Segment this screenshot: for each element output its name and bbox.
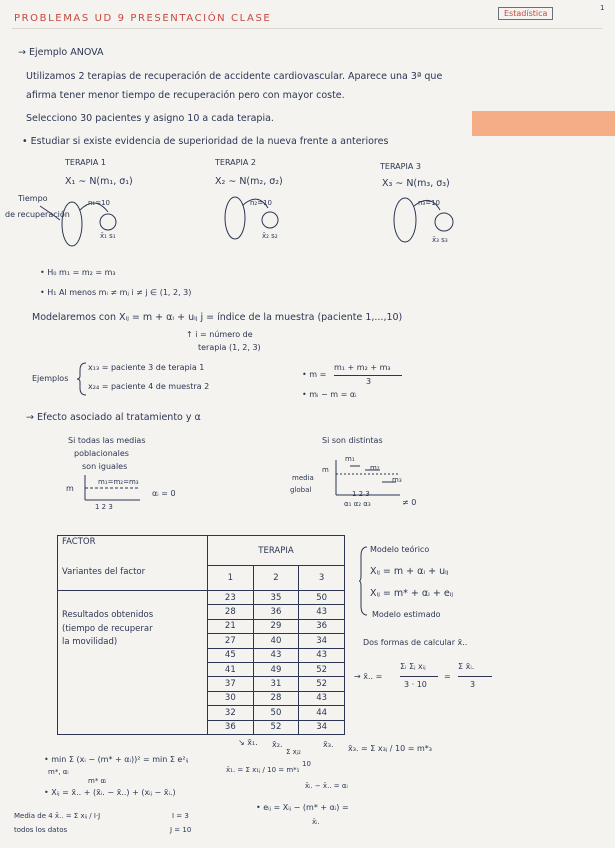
table-cell: 27 xyxy=(208,634,254,648)
effect-right-result: ≠ 0 xyxy=(402,498,417,507)
table-below-col-1: ↘ x̄₁. xyxy=(238,738,258,747)
table-cell: 36 xyxy=(253,605,299,619)
model-estimated-label: Modelo estimado xyxy=(372,610,441,619)
effect-right-m: m xyxy=(322,466,329,474)
effect-right-m3: m₃ xyxy=(392,476,402,484)
table-cell: 43 xyxy=(253,648,299,662)
page-title: PROBLEMAS UD 9 PRESENTACIÓN CLASE xyxy=(14,13,272,24)
decomp-line: • Xᵢⱼ = x̄.. + (x̄ᵢ. − x̄..) + (xᵢⱼ − x̄ᵢ.) xyxy=(44,788,176,797)
min-sub: m*, αᵢ xyxy=(48,768,69,776)
intro-line-4: • Estudiar si existe evidencia de superioridad de la nueva frente a anteriores xyxy=(22,136,389,147)
table-cell: 34 xyxy=(299,720,345,735)
table-row xyxy=(58,590,345,604)
therapy-1-labels: x̄₁ s₁ xyxy=(100,232,116,240)
e-den: x̄ᵢ. xyxy=(312,818,320,826)
table-cell: 50 xyxy=(299,590,345,604)
table-cell: 28 xyxy=(208,605,254,619)
table-cell: 31 xyxy=(253,677,299,691)
table-cell: 37 xyxy=(208,677,254,691)
table-cell: 32 xyxy=(208,706,254,720)
two-ways-label: Dos formas de calcular x̄.. xyxy=(363,638,468,647)
sum-x2-den: 10 xyxy=(302,760,311,768)
table-cell: 29 xyxy=(253,619,299,633)
model-estimated-eq: Xᵢⱼ = m* + αᵢ + eᵢⱼ xyxy=(370,588,454,599)
table-below-col-3: x̄₃. xyxy=(323,740,334,749)
table-cell: 30 xyxy=(208,691,254,705)
effect-right-1: Si son distintas xyxy=(322,436,383,445)
table-cell: 52 xyxy=(299,677,345,691)
model-line: Modelaremos con Xᵢⱼ = m + αᵢ + uᵢⱼ j = índice de la muestra (paciente 1,...,10) xyxy=(32,312,403,323)
hypothesis-h0: • H₀ m₁ = m₂ = m₃ xyxy=(40,268,116,277)
xbar-bar-1 xyxy=(400,676,438,677)
table-cell: 35 xyxy=(253,590,299,604)
xbar-den-2: 3 xyxy=(470,680,476,689)
table-col-2: 2 xyxy=(253,566,299,591)
effect-right-ticknums: 1 2 3 xyxy=(352,490,370,498)
xbar-lhs: → x̄.. = xyxy=(354,672,383,681)
table-cell: 43 xyxy=(299,648,345,662)
table-variants-label: Variantes del factor xyxy=(58,566,208,591)
page-number: 1 xyxy=(600,4,605,12)
therapy-2-title: TERAPIA 2 xyxy=(215,158,256,167)
decomp-top: m* αᵢ xyxy=(88,777,107,785)
table-cell: 23 xyxy=(208,590,254,604)
subject-tag: Estadística xyxy=(498,7,553,20)
results-label xyxy=(58,590,208,734)
table-cell: 36 xyxy=(208,720,254,735)
effect-heading: → Efecto asociado al tratamiento y α xyxy=(26,412,201,423)
intro-line-2: afirma tener menor tiempo de recuperación pero con mayor coste. xyxy=(26,90,345,101)
table-cell: 43 xyxy=(299,691,345,705)
results-label-line: la movilidad) xyxy=(62,637,118,648)
therapy-2-labels: x̄₂ s₂ xyxy=(262,232,278,240)
table-cell: 45 xyxy=(208,648,254,662)
effect-left-3: son iguales xyxy=(82,462,128,471)
table-cell: 34 xyxy=(299,634,345,648)
therapy-2-n: n₂=10 xyxy=(250,199,273,207)
min-line: • min Σ (xᵢ − (m* + αᵢ))² = min Σ e²ᵢⱼ xyxy=(44,755,189,764)
table-cell: 50 xyxy=(253,706,299,720)
results-label-line: (tiempo de recuperar xyxy=(62,623,153,634)
table-cell: 49 xyxy=(253,662,299,676)
data-table xyxy=(57,535,345,735)
media-line-2: todos los datos xyxy=(14,826,68,834)
intro-heading: → Ejemplo ANOVA xyxy=(18,47,104,58)
model-theoretical-eq: Xᵢⱼ = m + αᵢ + uᵢⱼ xyxy=(370,566,449,577)
hypothesis-h1: • H₁ Al menos mᵢ ≠ mⱼ i ≠ j ∈ (1, 2, 3) xyxy=(40,288,192,297)
therapy-3-dist: X₃ ∼ N(m₃, σ₃) xyxy=(382,178,450,189)
xbar-num-1: Σᵢ Σⱼ xᵢⱼ xyxy=(400,662,426,671)
effect-right-m2: m₂ xyxy=(370,464,380,472)
i-value: I = 3 xyxy=(172,812,189,820)
effect-left-result: αᵢ = 0 xyxy=(152,489,176,498)
model-i-note-1: ↑ i = número de xyxy=(186,330,253,339)
e-line: • eᵢⱼ = Xᵢⱼ − (m* + αᵢ) = xyxy=(256,803,349,812)
model-brace xyxy=(358,546,368,616)
table-factor-label: FACTOR xyxy=(58,536,208,566)
effect-left-ticks: 1 2 3 xyxy=(95,503,113,511)
table-col-1: 1 xyxy=(208,566,254,591)
m-i-relation: • mᵢ − m = αᵢ xyxy=(302,390,357,399)
effect-left-m: m xyxy=(66,484,74,493)
table-cell: 41 xyxy=(208,662,254,676)
m-formula-lhs: • m = xyxy=(302,370,327,379)
example-1: x₁₃ = paciente 3 de terapia 1 xyxy=(88,363,205,372)
effect-right-m1: m₁ xyxy=(345,455,355,463)
table-terapia-header: TERAPIA xyxy=(208,536,345,566)
effect-left-2: poblacionales xyxy=(74,449,129,458)
j-value: J = 10 xyxy=(170,826,192,834)
therapy-3-title: TERAPIA 3 xyxy=(380,162,421,171)
table-cell: 36 xyxy=(299,619,345,633)
table-below-col-2: x̄₂. xyxy=(272,740,283,749)
therapy-2-dist: X₂ ∼ N(m₂, σ₂) xyxy=(215,176,283,187)
table-cell: 40 xyxy=(253,634,299,648)
therapy-3-labels: x̄₃ s₃ xyxy=(432,236,448,244)
xbar-eq: = xyxy=(444,672,451,681)
xbar-bar-2 xyxy=(458,676,492,677)
table-cell: 52 xyxy=(299,662,345,676)
effect-right-global: global xyxy=(290,486,312,494)
intro-line-3: Selecciono 30 pacientes y asigno 10 a cada terapia. xyxy=(26,113,274,124)
side-label-line1: Tiempo xyxy=(18,194,48,203)
effect-left-line-label: m₁=m₂=m₃ xyxy=(98,478,139,486)
effect-left-1: Si todas las medias xyxy=(68,436,146,445)
table-col-3: 3 xyxy=(299,566,345,591)
media-line-1: Media de 4 x̄.. = Σ xᵢⱼ / I·J xyxy=(14,812,101,820)
results-label-line: Resultados obtenidos xyxy=(62,609,154,620)
effect-right-media: media xyxy=(292,474,314,482)
therapy-3-n: n₃=10 xyxy=(418,199,441,207)
sum-x2: Σ xⱼ₂ xyxy=(286,748,301,756)
table-body xyxy=(58,590,345,734)
model-i-note-2: terapia (1, 2, 3) xyxy=(198,343,261,352)
table-cell: 21 xyxy=(208,619,254,633)
alpha-estimate: x̄ᵢ. − x̄.. = αᵢ xyxy=(305,782,348,790)
m-formula-num: m₁ + m₂ + m₃ xyxy=(334,363,391,372)
table-cell: 28 xyxy=(253,691,299,705)
table-cell: 44 xyxy=(299,706,345,720)
model-theoretical-label: Modelo teórico xyxy=(370,545,430,554)
table-cell: 43 xyxy=(299,605,345,619)
table-cell: 52 xyxy=(253,720,299,735)
therapy-1-title: TERAPIA 1 xyxy=(65,158,106,167)
example-2: x₂₄ = paciente 4 de muestra 2 xyxy=(88,382,210,391)
examples-label: Ejemplos xyxy=(32,374,69,383)
therapy-1-dist: X₁ ∼ N(m₁, σ₁) xyxy=(65,176,133,187)
xbar-den-1: 3 · 10 xyxy=(404,680,427,689)
xbar-1-line: x̄₁. = Σ x₁ⱼ / 10 = m*₁ xyxy=(226,766,300,774)
effect-right-ticks: α₁ α₂ α₃ xyxy=(344,500,371,508)
sum-x3: x̄₃. = Σ x₃ⱼ / 10 = m*₃ xyxy=(348,744,432,753)
side-label-line2: de recuperación xyxy=(5,210,70,219)
m-formula-den: 3 xyxy=(366,377,372,386)
therapy-1-n: n₁=10 xyxy=(88,199,111,207)
intro-line-1: Utilizamos 2 terapias de recuperación de accidente cardiovascular. Aparece una 3ª que xyxy=(26,71,443,82)
xbar-num-2: Σ x̄ᵢ. xyxy=(458,662,475,671)
